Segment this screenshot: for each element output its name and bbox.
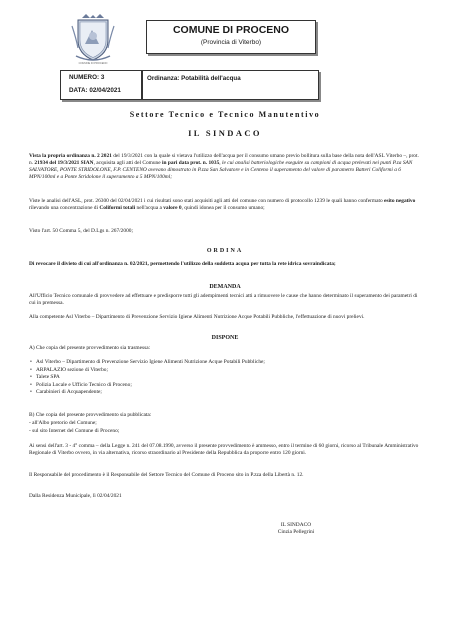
demanda-ufficio-tecnico: All'Ufficio Tecnico comunale di provvedere ad effettuare e predisporre tutti gli adempimenti tecnici atti a rimuovere le cause che hanno determinato il superamento dei parametri di cui in premessa. [29,293,418,306]
dispone-a-intro: A) Che copia del presente provvedimento sia trasmessa: [29,345,151,351]
dispone-b-item: - sul sito Internet del Comune di Proceno; [29,428,120,434]
ordina-text: Di revocare il divieto di cui all'ordinanza n. 02/2021, permettendo l'utilizzo della suddetta acqua per tutta la rete idrica sovraindicata; [29,261,336,267]
dispone-b-item: - all'Albo pretorio del Comune; [29,420,97,426]
dispone-a-list [36,359,265,397]
premessa-visto: Visto l'art. 50 Comma 5, del D.Lgs n. 267/2000; [29,228,133,234]
list-item: • Asl Viterbo – Dipartimento di Prevenzione Servizio Igiene Alimenti Nutrizione Acque Potabili Pubbliche; [36,359,265,367]
ordinanza-subject-box [142,70,319,100]
sindaco-heading: IL SINDACO [188,128,262,138]
list-item: • Carabinieri di Acquapendente; [36,389,265,397]
list-item: • ARPALAZIO sezione di Viterbo; [36,367,265,375]
comune-title: COMUNE DI PROCENO [172,24,290,36]
signature-name: Cinzia Pellegrini [277,529,315,535]
demanda-asl: Alla competente Asl Viterbo – Dipartimento di Prevenzione Servizio Igiene Alimenti Nutrizione Acque Potabili Pubbliche, l'effettuazione di nuovi prelievi. [29,314,365,320]
comune-crest-logo [62,14,124,62]
numero-data-box [60,70,142,100]
data-field: DATA: 02/04/2021 [69,87,121,94]
premessa-vista: Vista la propria ordinanza n. 2 2021 del 19/3/2021 con la quale si vietava l'utilizzo dell'acqua per il consumo umano previo bollitura sulla base della nota dell'ASL Viterbo –, prot. n. 21934 del 19/3/2021 SIAN, acquisita agli atti del Comune in pari data prot. n. 1035, le cui analisi batteriologiche eseguite su campioni di acqua prelevati nei punti P.za SAN SALVATORE, PONTE STRIDOLONE, F.P. CENTENO avevano dimostrato in P.zza San Salvatore e in Centeno il superamento del valore di parametro Batteri Coliformi a 6 MPN/100ml e a Ponte Stridolone il superamento a 5 MPN/100ml; [29,153,419,180]
premessa-viste: Viste le analisi dell'ASL, prot. 26300 del 02/04/2021 i cui risultati sono stati acquisiti agli atti del comune con numero di protocollo 1239 le quali hanno confermato esito negativo rilevando una concentrazione di Coliformi totali nell'acqua a valore 0, quindi idonea per il consumo umano; [29,198,416,211]
crest-caption: COMUNE DI PROCENO [78,62,108,65]
provincia-subtitle: (Provincia di Viterbo) [200,39,262,46]
dispone-b-intro: B) Che copia del presente provvedimento sia pubblicata: [29,412,152,418]
residenza-date: Dalla Residenza Municipale, lì 02/04/2021 [29,493,122,499]
header-title-box [146,20,316,54]
numero-field: NUMERO: 3 [69,74,105,81]
demanda-heading: DEMANDA [209,284,241,290]
dispone-heading: DISPONE [211,335,239,341]
list-item: • Talete SPA [36,374,265,382]
settore-heading: Settore Tecnico e Tecnico Manutentivo [129,110,321,119]
ordinanza-subject: Ordinanza: Potabilità dell'acqua [147,75,241,82]
list-item: • Polizia Locale e Ufficio Tecnico di Proceno; [36,382,265,390]
signature-block [246,522,346,536]
responsabile-paragraph: Il Responsabile del procedimento è il Responsabile del Settore Tecnico del Comune di Proceno sito in P.zza della Libertà n. 12. [29,472,304,478]
ricorso-paragraph: Ai sensi dell'art. 3 - 4° comma – della Legge n. 241 del 07.08.1990, avverso il presente provvedimento è ammesso, entro il termine di 60 giorni, ricorso al Tribunale Amministrativo Regionale di Viterbo ovvero, in via alternativa, ricorso straordinario al Presidente della Repubblica da proporre entro 120 giorni. [29,443,419,456]
signature-title: IL SINDACO [280,522,312,528]
ordina-heading: ORDINA [206,248,244,254]
